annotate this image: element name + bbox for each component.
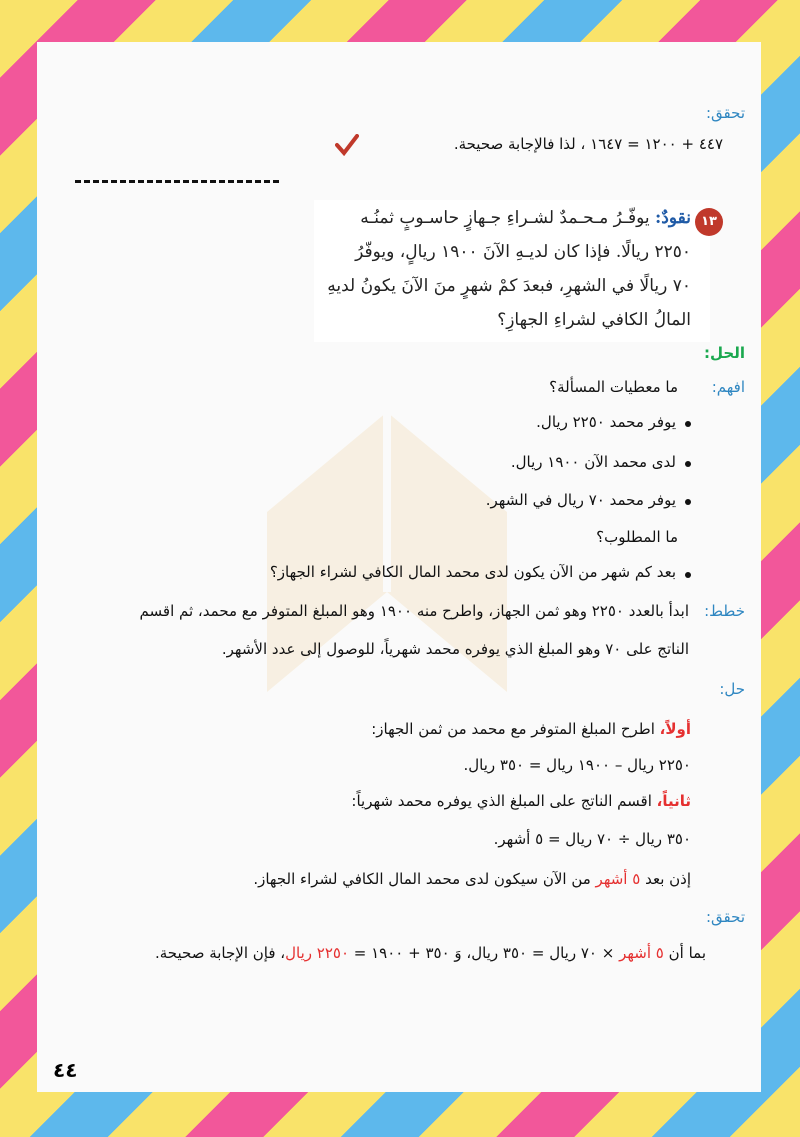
solve-step-1: أولاً، اطرح المبلغ المتوفر مع محمد من ثمن الجهاز: — [371, 720, 691, 738]
solve-step-2: ثانياً، اقسم الناتج على المبلغ الذي يوفره محمد شهرياً: — [351, 792, 691, 810]
bullet — [685, 461, 691, 467]
step-1-keyword: أولاً، — [659, 720, 691, 738]
problem-line-4: المالُ الكافي لشراءِ الجهازِ؟ — [497, 310, 691, 330]
page-number: ٤٤ — [53, 1058, 78, 1082]
check-label-bottom: تحقق: — [705, 908, 745, 926]
problem-line-2: ٢٢٥٠ ريالًا. فإذا كان لديـهِ الآنَ ١٩٠٠ ريالٍ، ويوفّرُ — [355, 242, 691, 262]
page — [37, 42, 761, 1092]
given-3: يوفر محمد ٧٠ ريال في الشهر. — [485, 491, 676, 509]
bullet — [685, 421, 691, 427]
bullet — [685, 572, 691, 578]
check-bottom-text: بما أن ٥ أشهر × ٧٠ ريال = ٣٥٠ ريال، وَ ٣٥٠ + ١٩٠٠ = ٢٢٥٠ ريال، فإن الإجابة صحيحة. — [155, 944, 706, 962]
step-2-keyword: ثانياً، — [656, 792, 691, 810]
problem-keyword: نقودٌ: — [655, 208, 691, 228]
conclusion: إذن بعد ٥ أشهر من الآن سيكون لدى محمد المال الكافي لشراء الجهاز. — [253, 870, 691, 888]
bullet — [685, 499, 691, 505]
understand-label: افهم: — [711, 378, 745, 396]
checkmark-icon — [335, 134, 359, 156]
given-1: يوفر محمد ٢٢٥٠ ريال. — [536, 413, 676, 431]
solution-label: الحل: — [704, 344, 745, 362]
book-logo-watermark — [257, 392, 517, 722]
equation-1: ٢٢٥٠ ريال – ١٩٠٠ ريال = ٣٥٠ ريال. — [463, 756, 691, 774]
solve-label: حل: — [719, 680, 745, 698]
plan-line-2: الناتج على ٧٠ وهو المبلغ الذي يوفره محمد شهرياً، للوصول إلى عدد الأشهر. — [221, 640, 689, 658]
problem-number-badge: ١٣ — [695, 208, 723, 236]
required-text: بعد كم شهر من الآن يكون لدى محمد المال الكافي لشراء الجهاز؟ — [269, 563, 676, 581]
check-equation: ٤٤٧ + ١٢٠٠ = ١٦٤٧ ، لذا فالإجابة صحيحة. — [453, 135, 723, 153]
given-2: لدى محمد الآن ١٩٠٠ ريال. — [510, 453, 676, 471]
equation-2: ٣٥٠ ريال ÷ ٧٠ ريال = ٥ أشهر. — [493, 830, 691, 848]
problem-line-1 — [360, 208, 691, 228]
separator — [75, 180, 279, 183]
plan-line-1: ابدأ بالعدد ٢٢٥٠ وهو ثمن الجهاز، واطرح منه ١٩٠٠ وهو المبلغ المتوفر مع محمد، ثم اقسم — [139, 602, 689, 620]
understand-question: ما معطيات المسألة؟ — [549, 378, 678, 396]
check-label: تحقق: — [705, 104, 745, 122]
plan-label: خطط: — [704, 602, 745, 620]
problem-line-3: ٧٠ ريالًا في الشهرِ، فبعدَ كمْ شهرٍ منَ الآنَ يكونُ لديهِ — [327, 276, 691, 296]
required-question: ما المطلوب؟ — [596, 528, 678, 546]
problem-text: يوفّـرُ مـحـمدٌ لشـراءِ جـهازٍ حاسـوبٍ ثمنُـه — [360, 208, 650, 228]
